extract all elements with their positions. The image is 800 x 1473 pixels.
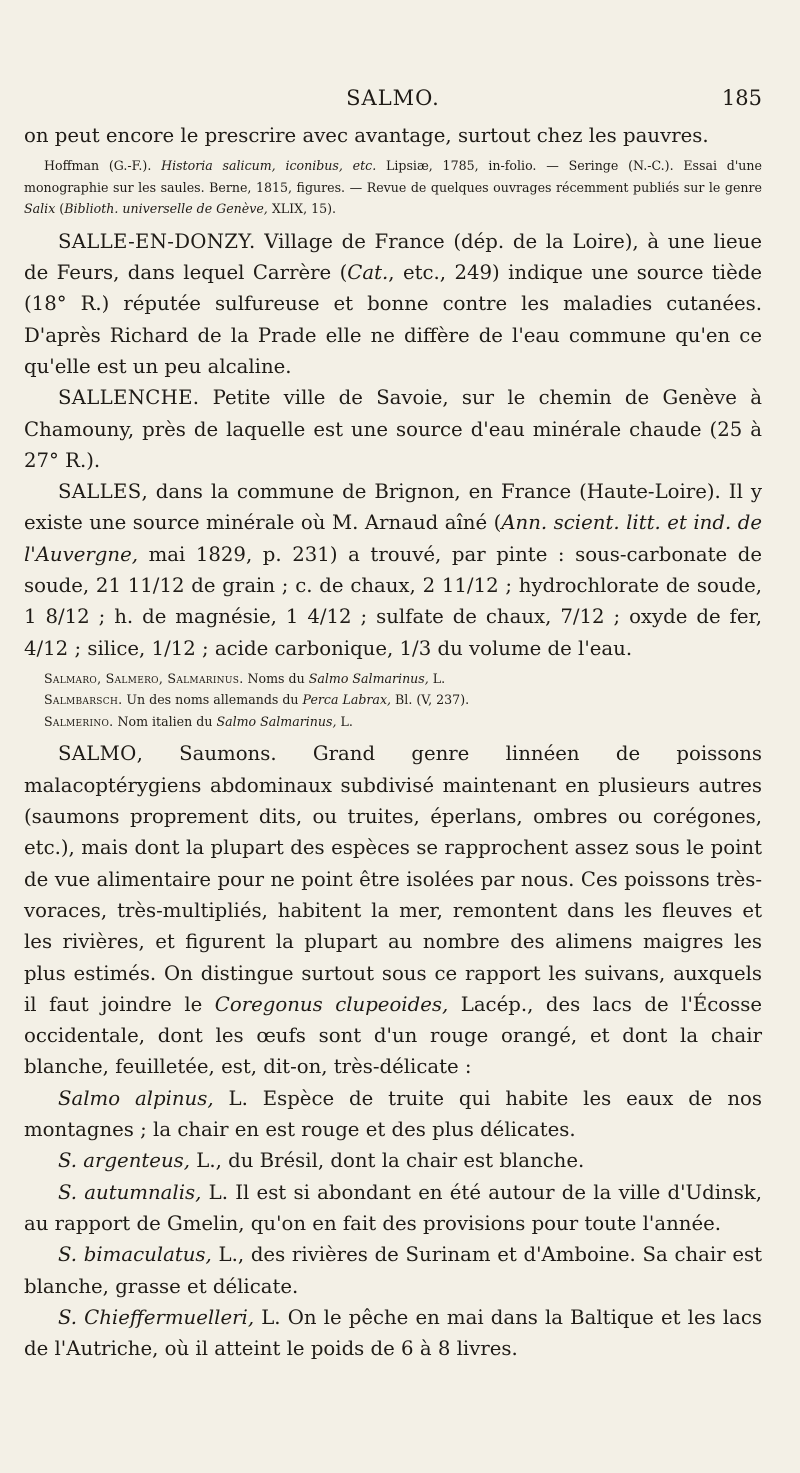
entry-salles: SALLES, dans la commune de Brignon, en France (Haute-Loire). Il y existe une source minérale où M. Arnaud aîné (Ann. scient. litt. et ind. de l'Auvergne, mai 1829, p. 231) a trouvé, par pinte : sous-carbonate de soude, 21 11/12 de grain ; c. de chaux, 2 11/12 ; hydrochlorate de soude, 1 8/12 ; h. de magnésie, 1 4/12 ; sulfate de chaux, 7/12 ; oxyde de fer, 4/12 ; silice, 1/12 ; acide carbonique, 1/3 du volume de l'eau. [24,480,762,660]
entry-salmerino: Salmerino. Nom italien du Salmo Salmarinus, L. [44,713,353,729]
entry-headword: SALLENCHE. [58,386,200,410]
reference-note: Hoffman (G.-F.). Historia salicum, iconibus, etc. Lipsiæ, 1785, in-folio. — Seringe (N.-C.). Essai d'une monographie sur les saules. Berne, 1815, figures. — Revue de quelques ouvrages récemment publiés sur le genre Salix (Biblioth. universelle de Genève, XLIX, 15). [24,158,762,217]
page-header [24,86,762,116]
running-head: SALMO. [346,86,440,110]
entry-salmo: SALMO, Saumons. Grand genre linnéen de poissons malacoptérygiens abdominaux subdivisé maintenant en plusieurs autres (saumons proprement dits, ou truites, éperlans, ombres ou corégones, etc.), mais dont la plupart des espèces se rapprochent assez sous le point de vue alimentaire pour ne point être isolées par nous. Ces poissons très-voraces, très-multipliés, habitent la mer, remontent dans les fleuves et les rivières, et figurent la plupart au nombre des alimens maigres les plus estimés. On distingue surtout sous ce rapport les suivans, auxquels il faut joindre le Coregonus clupeoides, Lacép., des lacs de l'Écosse occidentale, dont les œufs sont d'un rouge orangé, et dont la chair blanche, feuilletée, est, dit-on, très-délicate : [24,742,762,1079]
species-s-chieffermuelleri: S. Chieffermuelleri, L. On le pêche en mai dans la Baltique et les lacs de l'Autriche, où il atteint le poids de 6 à 8 livres. [24,1305,762,1361]
species-salmo-alpinus: Salmo alpinus, L. Espèce de truite qui habite les eaux de nos montagnes ; la chair en est rouge et des plus délicates. [24,1086,762,1142]
entry-headword: SALMO [58,742,137,766]
paragraph-continuation: on peut encore le prescrire avec avantage, surtout chez les pauvres. [24,124,709,147]
entry-salmaro: Salmaro, Salmero, Salmarinus. Noms du Salmo Salmarinus, L. [44,670,446,686]
species-s-autumnalis: S. autumnalis, L. Il est si abondant en été autour de la ville d'Udinsk, au rapport de Gmelin, qu'on en fait des provisions pour toute l'année. [24,1180,762,1235]
entry-salmbarsch: Salmbarsch. Un des noms allemands du Perca Labrax, Bl. (V, 237). [44,692,470,708]
species-s-argenteus: S. argenteus, L., du Brésil, dont la chair est blanche. [58,1149,585,1173]
entry-headword: SALLE-EN-DONZY. [58,229,256,253]
small-entries [24,668,762,733]
page-body [24,120,762,1364]
page-number: 185 [721,86,762,110]
species-s-bimaculatus: S. bimaculatus, L., des rivières de Surinam et d'Amboine. Sa chair est blanche, grasse et délicate. [24,1243,762,1298]
entry-headword: SALLES [58,480,142,504]
entry-sallenche: SALLENCHE. Petite ville de Savoie, sur le chemin de Genève à Chamouny, près de laquelle est une source d'eau minérale chaude (25 à 27° R.). [24,386,762,472]
entry-salle-en-donzy: SALLE-EN-DONZY. Village de France (dép. de la Loire), à une lieue de Feurs, dans lequel Carrère (Cat., etc., 249) indique une source tiède (18° R.) réputée sulfureuse et bonne contre les maladies cutanées. D'après Richard de la Prade elle ne diffère de l'eau commune qu'en ce qu'elle est un peu alcaline. [24,229,762,378]
